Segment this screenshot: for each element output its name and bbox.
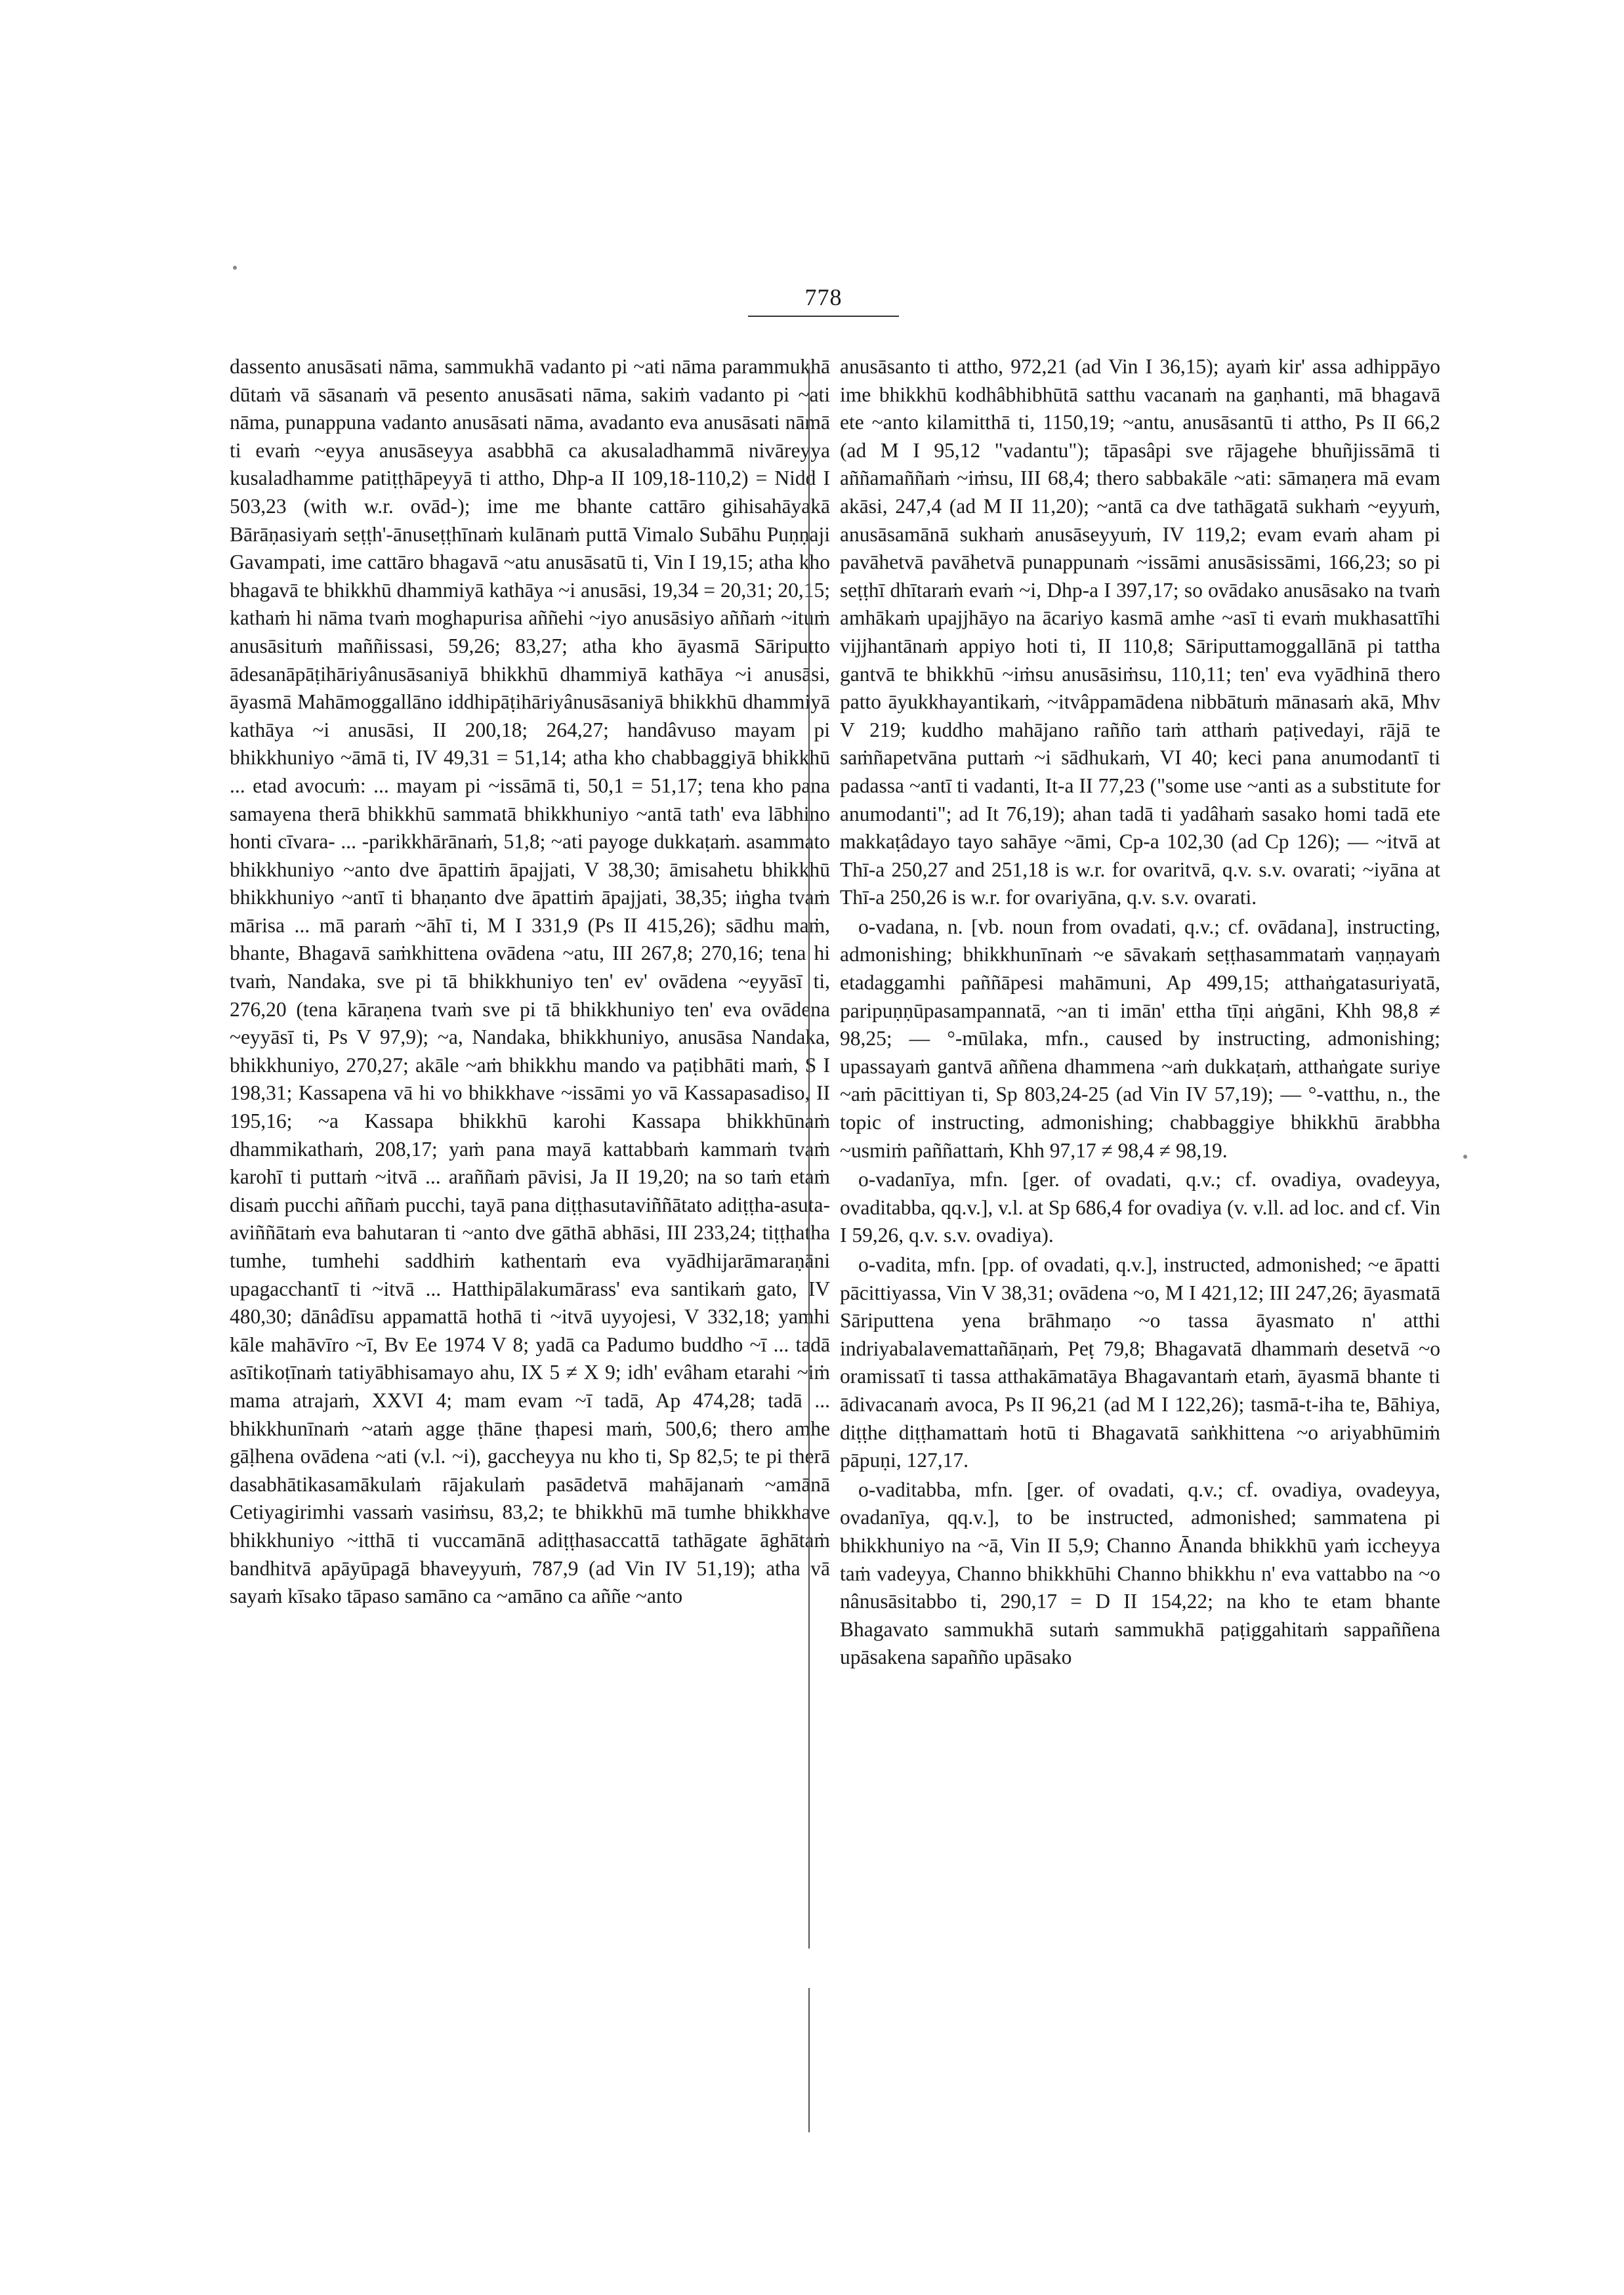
scan-speck: [1463, 1155, 1467, 1159]
entry-o-vaditabba: o-vaditabba, mfn. [ger. of ovadati, q.v.; cf. ovadiya, ovadeyya, ovadanīya, qq.v.], to be instructed, admonished; sammatena pi bhikkhuniyo na ~ā, Vin II 5,9; Channo Ānanda bhikkhū yaṁ iccheyya taṁ vadeyya, Channo bhikkhūhi Channo bhikkhu n' eva vattabbo na ~o nânusāsitabbo ti, 290,17 = D II 154,22; na kho te etam bhante Bhagavato sammukhā sutaṁ sammukhā paṭiggahitaṁ sappaññena upāsakena sapañño upāsako: [840, 1478, 1440, 1669]
scan-speck: [233, 266, 237, 270]
page-number: 778: [804, 284, 843, 310]
entry-continuation: dassento anusāsati nāma, sammukhā vadanto pi ~ati nāma parammukhā dūtaṁ vā sāsanaṁ vā pesento anusāsati nāma, sakiṁ vadanto pi ~ati nāma, punappuna vadanto anusāsati nāma, avadanto eva anusāsati nāmā ti evaṁ ~eyya anusāseyya asabbhā ca akusaladhammā nivāreyya kusaladhamme patiṭṭhāpeyyā ti attho, Dhp-a II 109,18-110,2) = Nidd I 503,23 (with w.r. ovād-); ime me bhante cattāro gihisahāyakā Bārāṇasiyaṁ seṭṭh'-ānuseṭṭhīnaṁ kulānaṁ puttā Vimalo Subāhu Puṇṇaji Gavampati, ime cattāro bhagavā ~atu anusāsatū ti, Vin I 19,15; atha kho bhagavā te bhikkhū dhammiyā kathāya ~i anusāsi, 19,34 = 20,31; 20,15; kathaṁ hi nāma tvaṁ moghapurisa aññehi ~iyo anusāsiyo aññaṁ ~ituṁ anusāsituṁ maññissasi, 59,26; 83,27; atha kho āyasmā Sāriputto ādesanāpāṭihāriyânusāsaniyā bhikkhū dhammiyā kathāya ~i anusāsi, āyasmā Mahāmoggallāno iddhipāṭihāriyânusāsaniyā bhikkhū dhammiyā kathāya ~i anusāsi, II 200,18; 264,27; handâvuso mayam pi bhikkhuniyo ~āmā ti, IV 49,31 = 51,14; atha kho chabbaggiyā bhikkhū ... etad avocuṁ: ... mayam pi ~issāmā ti, 50,1 = 51,17; tena kho pana samayena therā bhikkhū sammatā bhikkhuniyo ~antā tath' eva lābhino honti cīvara- ... -parikkhārānaṁ, 51,8; ~ati payoge dukkaṭaṁ. asammato bhikkhuniyo ~anto dve āpattiṁ āpajjati, V 38,30; āmisahetu bhikkhū bhikkhuniyo ~antī ti bhaṇanto dve āpattiṁ āpajjati, 38,35; iṅgha tvaṁ mārisa ... mā paraṁ ~āhī ti, M I 331,9 (Ps II 415,26); sādhu maṁ, bhante, Bhagavā saṁkhittena ovādena ~atu, III 267,8; 270,16; tena hi tvaṁ, Nandaka, sve pi tā bhikkhuniyo ten' ev' ovādena ~eyyāsī ti, 276,20 (tena kāraṇena tvaṁ sve pi tā bhikkhuniyo ten' eva ovādena ~eyyāsī ti, Ps V 97,9); ~a, Nandaka, bhikkhuniyo, anusāsa Nandaka, bhikkhuniyo, 270,27; akāle ~aṁ bhikkhu mando va paṭibhāti maṁ, S I 198,31; Kassapena vā hi vo bhikkhave ~issāmi yo vā Kassapasadiso, II 195,16; ~a Kassapa bhikkhū karohi Kassapa bhikkhūnaṁ dhammikathaṁ, 208,17; yaṁ pana mayā kattabbaṁ kammaṁ tvaṁ karohī ti puttaṁ ~itvā ... araññaṁ pāvisi, Ja II 19,20; na so taṁ etaṁ disaṁ pucchi aññaṁ pucchi, tayā pana diṭṭhasutaviññātato adiṭṭha-asuta-aviññātaṁ eva bahutaran ti ~anto dve gāthā abhāsi, III 233,24; tiṭṭhatha tumhe, tumhehi saddhiṁ kathentaṁ eva vyādhijarāmaraṇāni upagacchantī ti ~itvā ... Hatthipālakumārass' eva santikaṁ gato, IV 480,30; dānâdīsu appamattā hothā ti ~itvā uyyojesi, V 332,18; yamhi kāle mahāvīro ~ī, Bv Ee 1974 V 8; yadā ca Padumo buddho ~ī ... tadā asītikoṭīnaṁ tatiyābhisamayo ahu, IX 5 ≠ X 9; idh' evâham etarahi ~iṁ mama atrajaṁ, XXVI 4; mam evam ~ī tadā, Ap 474,28; tadā ... bhikkhunīnaṁ ~ataṁ agge ṭhāne ṭhapesi maṁ, 500,6; thero amhe gāḷhena ovādena ~ati (v.l. ~i), gaccheyya nu kho ti, Sp 82,5; te pi therā dasabhātikasamākulaṁ rājakulaṁ pasādetvā mahājanaṁ ~amānā Cetiyagirimhi vassaṁ vasiṁsu, 83,2; te bhikkhū mā tumhe bhikkhave bhikkhuniyo ~itthā ti vuccamānā adiṭṭhasaccattā tathāgate āghātaṁ bandhitvā apāyūpagā bhaveyyuṁ, 787,9 (ad Vin IV 51,19); atha vā sayaṁ kīsako tāpaso samāno ca ~amāno ca aññe ~anto: [230, 355, 830, 1608]
entry-o-vadaniya: o-vadanīya, mfn. [ger. of ovadati, q.v.; cf. ovadiya, ovadeyya, ovaditabba, qq.v.], v.l. at Sp 686,4 for ovadiya (v. v.ll. ad loc. and cf. Vin I 59,26, q.v. s.v. ovadiya).: [840, 1168, 1440, 1247]
entry-o-vadita: o-vadita, mfn. [pp. of ovadati, q.v.], instructed, admonished; ~e āpatti pācittiyassa, Vin V 38,31; ovādena ~o, M I 421,12; III 247,26; āyasmatā Sāriputtena yena brāhmaṇo ~o tassa āyasmato n' atthi indriyabalavemattañāṇaṁ, Peṭ 79,8; Bhagavatā dhammaṁ desetvā ~o oramissatī ti tassa atthakāmatāya Bhagavantaṁ etaṁ, āyasmā bhante ti ādivacanaṁ avoca, Ps II 96,21 (ad M I 122,26); tasmā-t-iha te, Bāhiya, diṭṭhe diṭṭhamattaṁ hotū ti Bhagavatā saṅkhittena ~o ariyabhūmiṁ pāpuṇi, 127,17.: [840, 1253, 1440, 1472]
column-divider-lower: [808, 1988, 810, 2132]
column-divider: [808, 367, 810, 1949]
entry-o-vadana: o-vadana, n. [vb. noun from ovadati, q.v.; cf. ovādana], instructing, admonishing; bhikkhunīnaṁ ~e sāvakaṁ seṭṭhasammataṁ vaṇṇayaṁ etadaggamhi paññāpesi mahāmuni, Ap 499,15; atthaṅgatasuriyatā, paripuṇṇūpasampannatā, ~an ti imān' ettha tīṇi aṅgāni, Khh 98,8 ≠ 98,25; — °-mūlaka, mfn., caused by instructing, admonishing; upassayaṁ gantvā aññena dhammena ~aṁ dukkaṭaṁ, atthaṅgate suriye ~aṁ pācittiyan ti, Sp 803,24-25 (ad Vin IV 57,19); — °-vatthu, n., the topic of instructing, admonishing; chabbaggiye bhikkhū ārabbha ~usmiṁ paññattaṁ, Khh 97,17 ≠ 98,4 ≠ 98,19.: [840, 915, 1440, 1162]
entry-continuation-right: anusāsanto ti attho, 972,21 (ad Vin I 36,15); ayaṁ kir' assa adhippāyo ime bhikkhū kodhâbhibhūtā satthu vacanaṁ na gaṇhanti, mā bhagavā ete ~anto kilamitthā ti, 1150,19; ~antu, anusāsantū ti attho, Ps II 66,2 (ad M I 95,12 "vadantu"); tāpasâpi sve rājagehe bhuñjissāmā ti aññamaññaṁ ~iṁsu, III 68,4; thero sabbakāle ~ati: sāmaṇera mā evam akāsi, 247,4 (ad M II 11,20); ~antā ca dve tathāgatā sukhaṁ ~eyyuṁ, anusāsamānā sukhaṁ anusāseyyuṁ, IV 119,2; evam evaṁ aham pi pavāhetvā pavāhetvā punappunaṁ ~issāmi anusāsissāmi, 166,23; so pi seṭṭhī dhītaraṁ evaṁ ~i, Dhp-a I 397,17; so ovādako anusāsako na tvaṁ amhākaṁ upajjhāyo na ācariyo kasmā amhe ~asī ti evaṁ mukhasattīhi vijjhantānaṁ appiyo hoti ti, II 110,8; Sāriputtamoggallānā pi tattha gantvā te bhikkhū ~iṁsu anusāsiṁsu, 110,11; ten' eva vyādhinā thero patto āyukkhayantikaṁ, ~itvâppamādena nibbātuṁ mānasaṁ akā, Mhv V 219; kuddho mahājano rañño taṁ atthaṁ paṭivedayi, rājā te saṁñapetvāna puttaṁ ~i sādhukaṁ, VI 40; keci pana anumodantī ti padassa ~antī ti vadanti, It-a II 77,23 ("some use ~anti as a substitute for anumodanti"; ad It 76,19); ahan tadā ti yadâhaṁ sasako homi tadā ete makkaṭâdayo tayo sahāye ~āmi, Cp-a 102,30 (ad Cp 126); — ~itvā at Thī-a 250,27 and 251,18 is w.r. for ovaritvā, q.v. s.v. ovarati; ~iyāna at Thī-a 250,26 is w.r. for ovariyāna, q.v. s.v. ovarati.: [840, 355, 1440, 909]
left-column: [230, 353, 830, 1611]
right-column: [840, 353, 1440, 1672]
header-rule: [748, 316, 899, 317]
